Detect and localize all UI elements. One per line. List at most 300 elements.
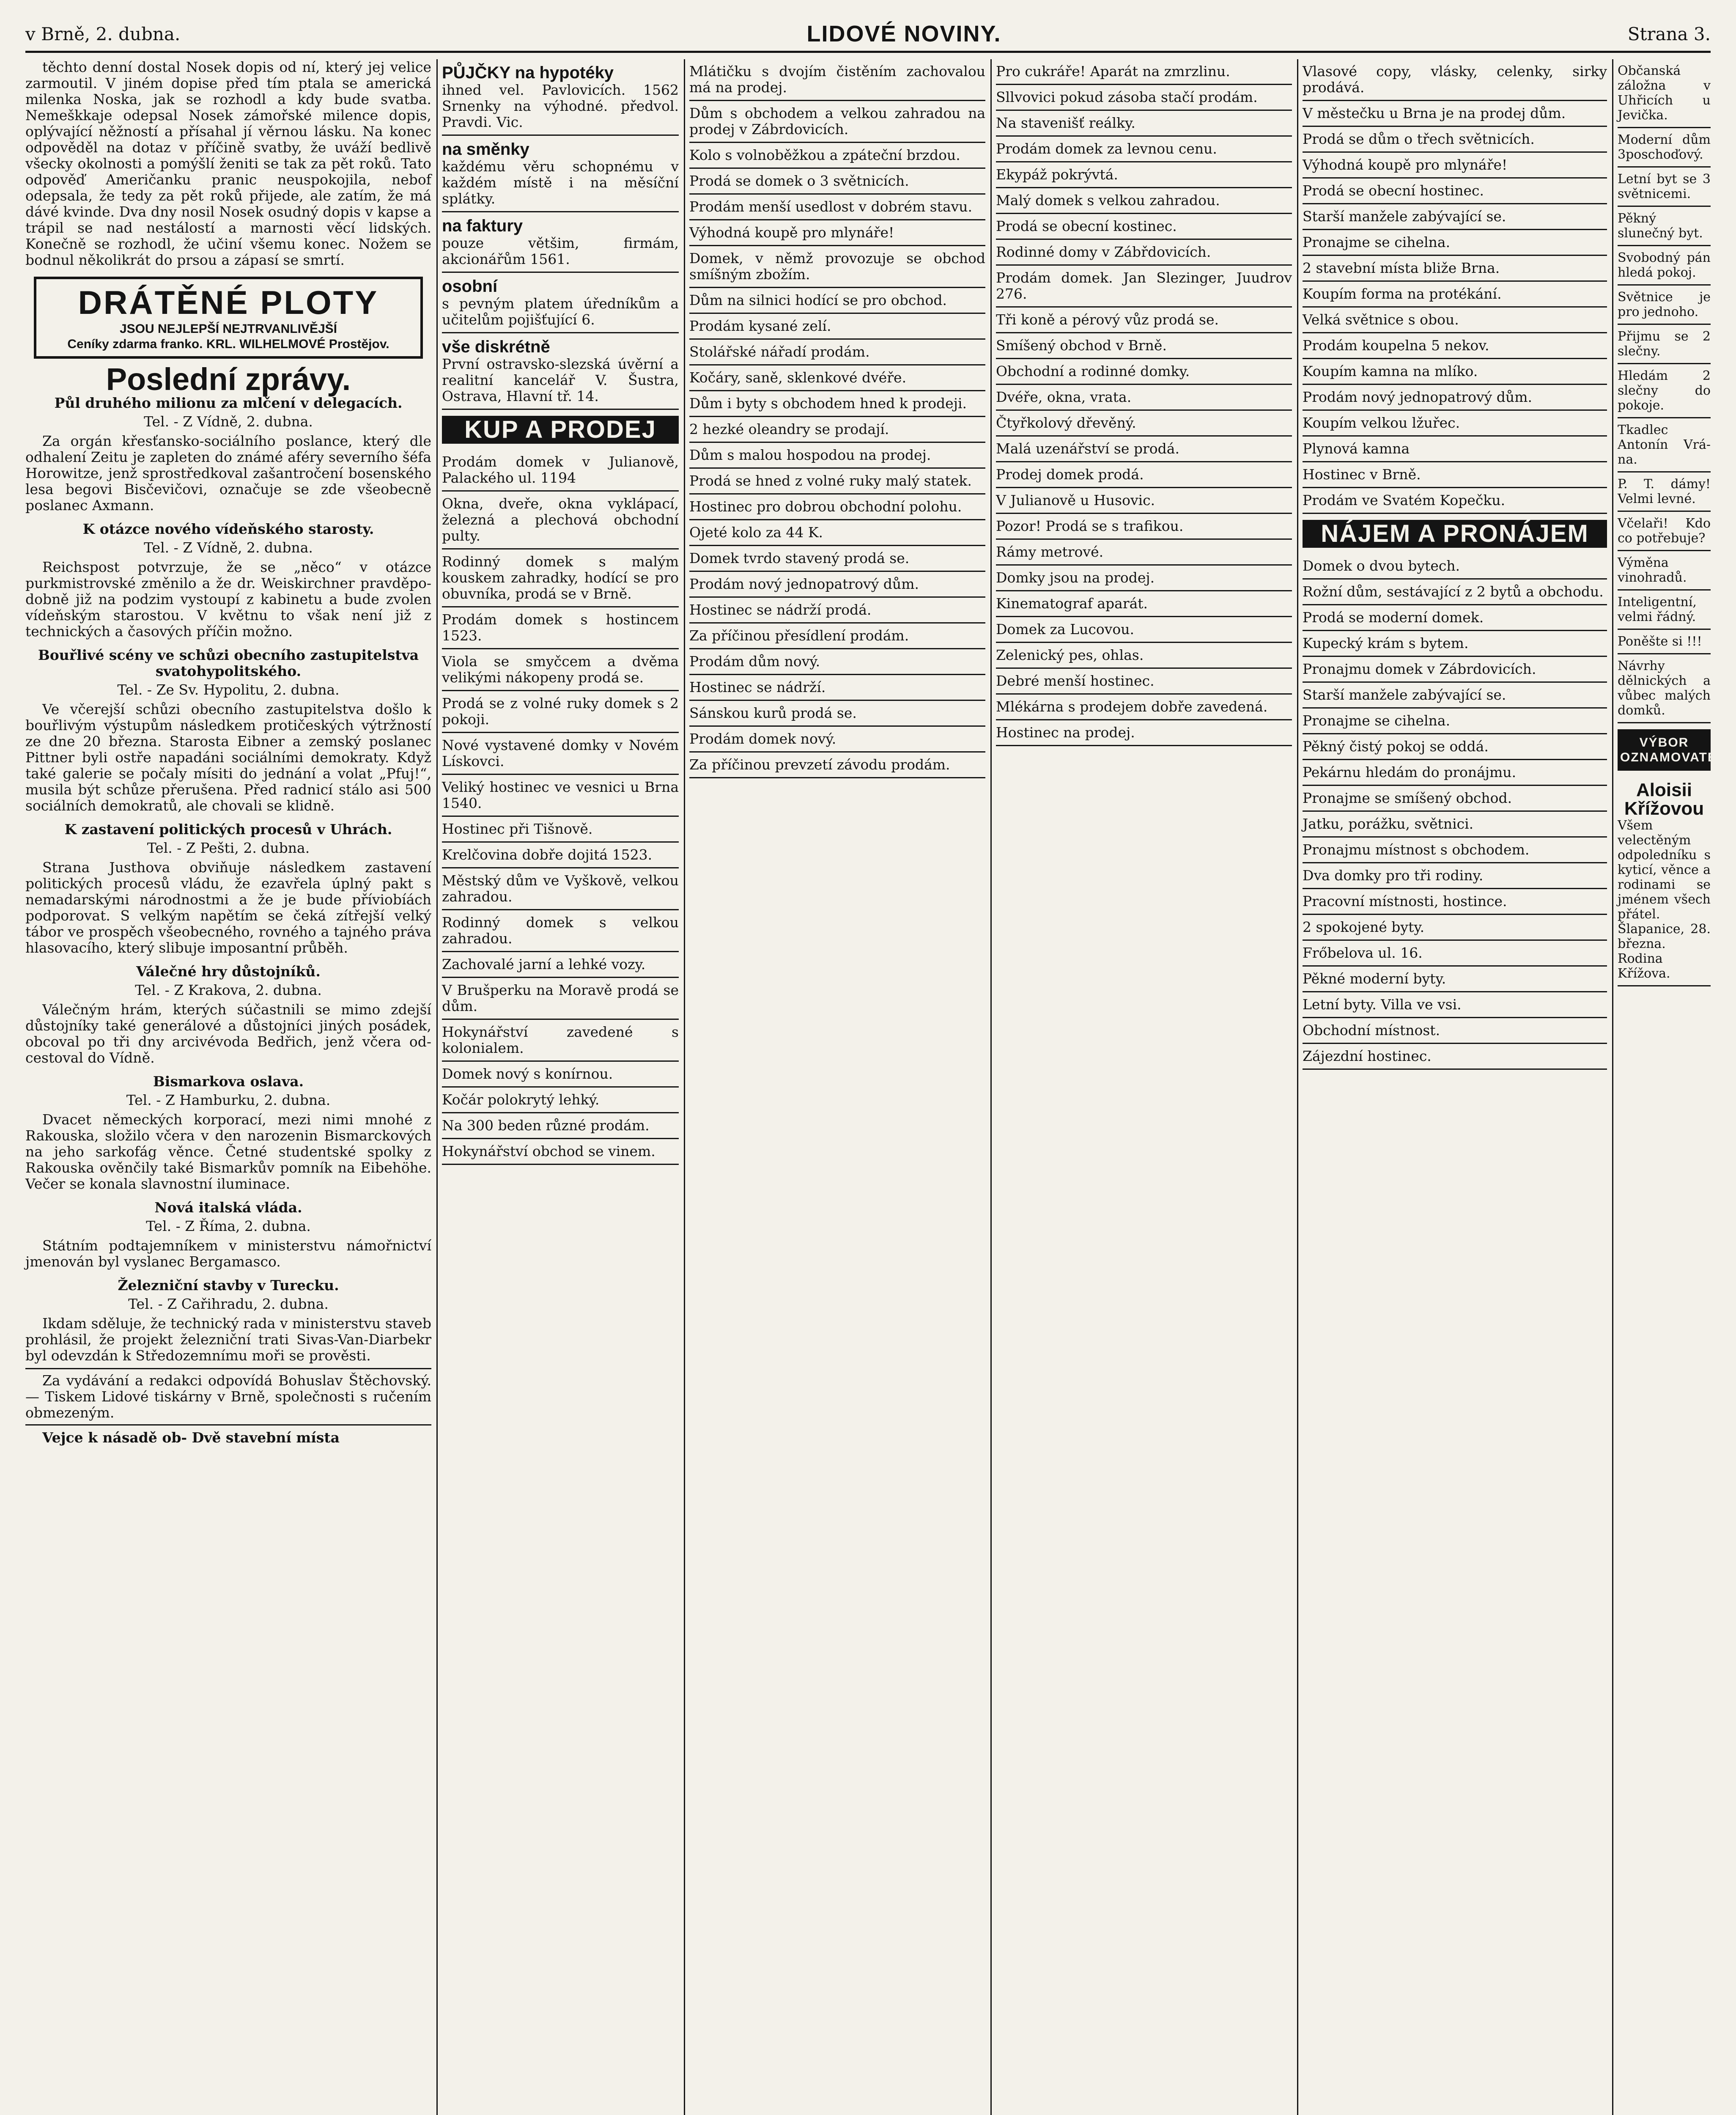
fence-ad-title: DRÁTĚNÉ PLOTY xyxy=(78,284,379,321)
classified-ad-text: Kolo s volnoběžkou a zpáteční brzdou. xyxy=(689,147,960,163)
classified-ad xyxy=(996,591,1292,617)
classified-list xyxy=(996,59,1292,746)
classified-ad xyxy=(1303,889,1607,915)
story-title: Válečné hry důstojníků. xyxy=(136,963,321,980)
classified-ad-text: Prodám nový jednopatrový dům. xyxy=(1303,389,1532,405)
classified-ad xyxy=(996,437,1292,462)
classified-ad-text: Rodinný domek s malým kouskem zahradky, hodící se pro obuvníka, prodá se v Brně. xyxy=(442,553,679,602)
classified-ad xyxy=(1303,941,1607,967)
classified-ad xyxy=(1303,580,1607,605)
classified-ad xyxy=(996,488,1292,514)
classified-ad-text: Velká světnice s obou. xyxy=(1303,311,1459,328)
story-dateline: Tel. - Z Cařihradu, 2. dubna. xyxy=(128,1296,329,1312)
masthead xyxy=(25,17,1711,53)
classified-ad-text: Návrhy dělnických a vůbec malých domků. xyxy=(1618,659,1711,718)
classified-ad-text: Prodám nový jednopatrový dům. xyxy=(689,576,919,592)
classified-ad xyxy=(689,101,985,143)
classified-ad xyxy=(1303,101,1607,127)
classified-ad xyxy=(442,1020,679,1062)
classified-ad-text: Zájezdní hostinec. xyxy=(1303,1048,1432,1064)
section-heading: Poslední zprávy. xyxy=(106,362,351,397)
classified-ad-text: Letní byty. Villa ve vsi. xyxy=(1303,996,1462,1013)
page-number: Strana 3. xyxy=(1627,23,1711,44)
classified-ad xyxy=(1303,256,1607,282)
classified-ad xyxy=(689,675,985,701)
classified-ad xyxy=(442,1088,679,1113)
classified-ad-text: Prodám domek s hostincem 1523. xyxy=(442,611,679,644)
classified-ad xyxy=(689,494,985,520)
classified-ad xyxy=(996,188,1292,214)
classified-ad-text: Pronajme se smíšený obchod. xyxy=(1303,790,1512,806)
classified-ad-text: Zachovalé jarní a lehké vozy. xyxy=(442,956,646,972)
classifieds-column-3 xyxy=(689,59,985,2115)
classified-ad-text: Nové vystavené domky v Novém Lískovci. xyxy=(442,737,679,769)
story-text: Ve včerejší schůzi obecního zastupitelstva došlo k bouřlivým výstupům následkem protičeských výtržností ze dne 20 března. Starosta Eibner a zemský poslanec Pittner byli ostře napadáni sociálními demokraty. Když také galerie se počaly mísiti do jednání a volat „Pfuj!“, musila být schůze přerušena. Před radnicí stálo asi 500 sociálních demokratů, ale chovali se klidně. xyxy=(25,701,431,814)
classified-ad-text: Prodám ve Svatém Kopečku. xyxy=(1303,492,1506,508)
story-dateline: Tel. - Ze Sv. Hypolitu, 2. dubna. xyxy=(117,681,340,698)
classified-ad-text: Přijmu se 2 slečny. xyxy=(1618,329,1711,359)
classified-ad xyxy=(996,266,1292,308)
classified-ad-text: Koupím kamna na mlíko. xyxy=(1303,363,1478,379)
fence-ad-line1: JSOU NEJLEPŠÍ NEJTRVANLIVĚJŠÍ xyxy=(119,322,337,336)
classified-ad-title: na směnky xyxy=(442,140,529,159)
story-dateline: Tel. - Z Vídně, 2. dubna. xyxy=(144,413,313,430)
classified-ad xyxy=(442,868,679,910)
classified-ad xyxy=(1618,512,1711,551)
classified-ad xyxy=(1303,204,1607,230)
classified-ad-text: Prodá se obecní kostinec. xyxy=(996,218,1177,234)
classified-ad-text: Výhodná koupě pro mlynáře! xyxy=(1303,157,1508,173)
classified-ad-text: Krelčovina dobře dojitá 1523. xyxy=(442,846,653,863)
classified-ad xyxy=(442,59,679,136)
classified-ad xyxy=(689,546,985,572)
classified-ad-text: Jatku, porážku, světnici. xyxy=(1303,816,1474,832)
classified-ad-text: Hokynářství zavedené s kolonialem. xyxy=(442,1024,679,1056)
classified-ad xyxy=(1303,709,1607,734)
classified-ad xyxy=(442,817,679,843)
classified-ad xyxy=(1303,605,1607,631)
classified-ad-text: Koupím velkou lžuřec. xyxy=(1303,415,1460,431)
fence-ad-line2: Ceníky zdarma franko. KRL. WILHELMOVÉ Prostějov. xyxy=(67,337,389,351)
column-rule xyxy=(436,59,438,2115)
classified-ad-text: Inteligentní, velmi řádný. xyxy=(1618,595,1697,624)
masthead-title: LIDOVÉ NOVINY. xyxy=(806,21,1001,47)
story-text: Ikdam sděluje, že technický rada v ministerstvu staveb prohlásil, že projekt železniční trati Sivas-Van-Diarbekr byl odevzdán k Středozemnímu moři se prověsti. xyxy=(25,1315,431,1364)
classified-ad xyxy=(1303,554,1607,580)
classified-ad-text: Obchodní a rodinné domky. xyxy=(996,363,1190,379)
classified-ad-text: Poněšte si !!! xyxy=(1618,634,1702,649)
classified-ad-text: ihned vel. Pavlovicích. 1562 Srnenky na výhodné. předvol. Pravdi. Vic. xyxy=(442,82,679,130)
classified-ad-text: Malá uzenářství se prodá. xyxy=(996,440,1179,457)
classified-ad-text: Hledám 2 slečny do pokoje. xyxy=(1618,368,1711,413)
classified-ad-text: Viola se smyčcem a dvěma velikými nákopeny prodá se. xyxy=(442,653,679,686)
death-notice-name: Aloisii Křížovou xyxy=(1624,780,1704,819)
classified-ad-text: Okna, dveře, okna vyklápací, železná a plechová obchodní pulty. xyxy=(442,495,679,544)
classified-ad-text: Pronajme se cihelna. xyxy=(1303,712,1451,729)
classified-ad xyxy=(1303,333,1607,359)
classified-ad-text: Moderní dům 3poschoďový. xyxy=(1618,132,1711,162)
classified-ad-title: PŮJČKY na hypotéky xyxy=(442,63,614,82)
classified-ad xyxy=(1303,992,1607,1018)
classified-ad-text: Smíšený obchod v Brně. xyxy=(996,337,1167,354)
classified-ad xyxy=(996,566,1292,591)
classified-ad xyxy=(1303,657,1607,683)
classified-list xyxy=(1303,59,1607,514)
classified-ad-text: Mlátičku s dvojím čistěním zachovalou má na prodej. xyxy=(689,63,985,96)
classified-ad-text: Domek, v němž provozuje se obchod smíšným zbožím. xyxy=(689,250,985,283)
classified-ad-text: Dům na silnici hodící se pro obchod. xyxy=(689,292,947,308)
classified-ad-text: Hokynářství obchod se vinem. xyxy=(442,1143,655,1159)
classified-ad-text: Frőbelova ul. 16. xyxy=(1303,945,1423,961)
death-notice xyxy=(1618,777,1711,986)
classified-ad-text: Veliký hostinec ve vesnici u Brna 1540. xyxy=(442,779,679,811)
classified-ad-text: Kočáry, saně, sklenkové dvéře. xyxy=(689,369,907,386)
classified-ad xyxy=(689,701,985,727)
classified-ad-text: Prodám domek nový. xyxy=(689,731,836,747)
classifieds-column-4 xyxy=(996,59,1292,2115)
classified-ad-text: Prodám dům nový. xyxy=(689,653,820,670)
story-text: Strana Justhova obviňuje následkem zastavení politických procesů vládu, že ezavřela úplný pakt s nemadarskými národnostmi a že je bude příviobíách podporovat. S velkým napětím se čeká zítřejší velký tábor ve prospěch všeobecného, rovného a tajného práva hlasovacího, který slibuje imposantní průběh. xyxy=(25,859,431,956)
imprint: Za vydávání a redakci odpovídá Bohuslav Štěchovský. — Tiskem Lidové tiskárny v Brně, společnosti s ručením obmezeným. xyxy=(25,1368,431,1426)
classified-ad xyxy=(442,273,679,333)
classified-ad-text: Prodá se moderní domek. xyxy=(1303,609,1484,626)
classified-ad xyxy=(442,649,679,691)
classified-ad-text: Sánskou kurů prodá se. xyxy=(689,705,857,721)
classified-ad-text: Debré menší hostinec. xyxy=(996,673,1155,689)
classified-ad xyxy=(1303,230,1607,256)
classified-ad xyxy=(996,411,1292,437)
classified-ad xyxy=(442,333,679,410)
classified-ad xyxy=(689,288,985,314)
classified-ad-text: Hostinec se nádrží. xyxy=(689,679,826,695)
classified-ad xyxy=(996,333,1292,359)
classified-ad-text: Výhodná koupě pro mlynáře! xyxy=(689,224,894,241)
section-box-notices: VÝBOR OZNAMOVATEL xyxy=(1618,729,1711,771)
classified-ad-text: Pracovní místnosti, hostince. xyxy=(1303,893,1507,909)
classified-ad-text: Rožní dům, sestávající z 2 bytů a obchodu. xyxy=(1303,583,1604,600)
classified-ad xyxy=(996,462,1292,488)
classified-ad-text: Čtyřkolový dřevěný. xyxy=(996,415,1136,431)
classified-ad-text: Pekárnu hledám do pronájmu. xyxy=(1303,764,1517,780)
classified-ad xyxy=(1303,760,1607,786)
classified-ad xyxy=(689,753,985,778)
story-text: Válečným hrám, kterých súčastnili se mimo zdejší důstojníky také generálové a důstojníci jiných posádek, obcoval po tři dny arcivévoda Bedřich, jenž včera odcestoval do Vídně. xyxy=(25,1001,431,1066)
classified-ad xyxy=(442,1139,679,1165)
classified-ad xyxy=(442,733,679,775)
classified-ad-title: na faktury xyxy=(442,217,523,235)
classified-ad xyxy=(689,365,985,391)
classified-ad xyxy=(996,540,1292,566)
classified-ad-text: Pěkné moderní byty. xyxy=(1303,970,1446,987)
classified-ad xyxy=(689,624,985,649)
story-title: Železniční stavby v Turecku. xyxy=(118,1277,339,1294)
section-box-buy-sell: KUP A PRODEJ xyxy=(442,416,679,444)
classified-ad-text: Pěkný čistý pokoj se oddá. xyxy=(1303,738,1489,755)
classified-ad xyxy=(1618,246,1711,286)
classified-ad xyxy=(1618,325,1711,364)
classified-ad xyxy=(1303,734,1607,760)
classified-ad-text: Pronajmu domek v Zábrdovicích. xyxy=(1303,661,1536,677)
classified-ad xyxy=(1618,168,1711,207)
classified-ad xyxy=(689,143,985,169)
classified-ad xyxy=(689,195,985,220)
section-box-rent: NÁJEM A PRONÁJEM xyxy=(1303,520,1607,548)
classified-ad xyxy=(996,669,1292,695)
classified-ad-text: Hostinec na prodej. xyxy=(996,724,1135,741)
classified-list xyxy=(689,59,985,778)
classified-ad xyxy=(442,952,679,978)
story-dateline: Tel. - Z Krakova, 2. dubna. xyxy=(135,982,322,998)
classified-ad-text: Pro cukráře! Aparát na zmrzlinu. xyxy=(996,63,1230,80)
classified-ad xyxy=(1303,359,1607,385)
classified-ad xyxy=(442,549,679,607)
classifieds-column-6 xyxy=(1618,59,1726,2115)
classified-ad-text: Na stavenišť reálky. xyxy=(996,115,1135,131)
classified-ad-text: Ekypáž pokrývtá. xyxy=(996,166,1118,183)
news-column xyxy=(25,59,431,2115)
classified-ad-text: Občanská záložna v Uhřicích u Jevička. xyxy=(1618,63,1711,123)
classified-ad-text: Prodá se dům o třech světnicích. xyxy=(1303,131,1535,147)
classified-ad-text: Svobodný pán hledá pokoj. xyxy=(1618,250,1711,280)
story-dateline: Tel. - Z Vídně, 2. dubna. xyxy=(144,539,313,556)
classified-ad xyxy=(689,443,985,469)
classified-list xyxy=(1303,554,1607,1070)
classified-ad xyxy=(689,220,985,246)
classified-ad-text: Hostinec při Tišnově. xyxy=(442,821,593,837)
column-rule xyxy=(990,59,992,2115)
classified-ad xyxy=(689,340,985,365)
classified-ad-text: Dům s malou hospodou na prodej. xyxy=(689,447,931,463)
classified-ad xyxy=(689,59,985,101)
classified-ad-text: Kinematograf aparát. xyxy=(996,595,1148,612)
classified-ad xyxy=(1303,308,1607,333)
classified-ad xyxy=(1303,915,1607,941)
classified-ad-text: Domek nový s konírnou. xyxy=(442,1066,613,1082)
classified-ad xyxy=(1303,179,1607,204)
article-intro: těchto denní dostal Nosek dopis od ní, který jej velice zarmoutil. V jiném dopise před tím ptala se americká milenka Noska, jak se rozhodl a kdy bude svatba. Nemeškkaje odepsal Nosek zámořské milence dopis, oplývající něžností a přísahal jí věrnou lásku. Na konec odpověděl na dotaz v příčině svatby, že uváží bedlivě všecky okolnosti a pomýšlí ženiti se tak za pět roků. Tato odpověď Američanku pranic neuspokojila, nebof odepsala, že tedy za pět roků přijede, ale zatím, že má dávé kvinde. Dva dny nosil Nosek osudný dopis v kapse a trápil se nad nestálostí a marnosti věcí lidských. Konečně se rozhodl, že učiní všemu konec. Nožem se bodnul několikrát do prsou a zápasí se smrtí. xyxy=(25,59,431,268)
classified-ad xyxy=(442,1062,679,1088)
classified-ad xyxy=(1303,786,1607,812)
classified-ad xyxy=(996,162,1292,188)
classified-ad xyxy=(442,212,679,273)
classified-ad xyxy=(442,492,679,549)
classified-ad-text: Malý domek s velkou zahradou. xyxy=(996,192,1220,209)
classified-ad-text: 2 stavební místa bliže Brna. xyxy=(1303,260,1500,276)
classified-ad xyxy=(1618,364,1711,418)
classified-ad-text: Prodá se domek o 3 světnicích. xyxy=(689,173,909,189)
classified-ad-text: Prodá se z volné ruky domek s 2 pokoji. xyxy=(442,695,679,728)
classified-ad-text: Prodá se obecní hostinec. xyxy=(1303,182,1484,199)
classified-ad xyxy=(996,617,1292,643)
classified-ad xyxy=(996,643,1292,669)
classified-ad xyxy=(1618,418,1711,472)
classified-ad-text: Domky jsou na prodej. xyxy=(996,569,1155,586)
classified-ad-title: vše diskrétně xyxy=(442,338,550,356)
classified-ad xyxy=(1303,1018,1607,1044)
story-text: Reichspost potvrzuje, že se „něco“ v otázce purkmistrovské změnilo a že dr. Weiskirchner pravděpodobně již na podzim vystoupí z kabinetu a bude zvolen vídeňským starostou. V květnu to však není již z technických a časových příčin možno. xyxy=(25,559,431,640)
classified-ad xyxy=(1303,127,1607,153)
story-dateline: Tel. - Z Pešti, 2. dubna. xyxy=(147,840,310,856)
story-text: Dvacet německých korporací, mezi nimi mnohé z Rakouska, složilo včera v den narozenin Bismarckových na jeho sarkofág věnce. Četné studentské spolky z Rakouska ověnčily také Bismarkův pomník na Eibehöhe. Večer se konala slavnostní iluminace. xyxy=(25,1111,431,1192)
classified-ad xyxy=(1303,59,1607,101)
classified-ad xyxy=(996,111,1292,137)
classified-ad xyxy=(996,385,1292,411)
classified-ad xyxy=(689,598,985,624)
classified-ad-text: V Julianově u Husovic. xyxy=(996,492,1155,508)
classified-ad-text: V Brušperku na Moravě prodá se dům. xyxy=(442,982,679,1014)
classified-ad-text: Plynová kamna xyxy=(1303,440,1410,457)
classified-ad xyxy=(996,308,1292,333)
classified-ad-text: Zelenický pes, ohlas. xyxy=(996,647,1144,663)
classified-ad-text: pouze většim, firmám, akcionářům 1561. xyxy=(442,235,679,267)
classified-ad-text: Prodám domek v Julianově, Palackého ul. 1194 xyxy=(442,453,679,486)
classified-ad-text: Tkadlec Antonín Vrána. xyxy=(1618,423,1711,467)
classified-ad xyxy=(442,691,679,733)
classified-ad xyxy=(689,246,985,288)
story-title: K otázce nového vídeňského starosty. xyxy=(82,521,374,537)
story-text: Státním podtajemníkem v ministerstvu námořnictví jmenován byl vyslanec Bergamasco. xyxy=(25,1237,431,1270)
fence-ad-banner xyxy=(34,277,423,359)
classified-ad-text: Koupím forma na protékání. xyxy=(1303,286,1502,302)
classified-ad xyxy=(1303,683,1607,709)
classified-ad xyxy=(1303,411,1607,437)
classified-ad xyxy=(1303,282,1607,308)
classified-ad xyxy=(1618,654,1711,723)
classified-ad-text: P. T. dámy! Velmi levné. xyxy=(1618,477,1711,506)
classified-ad xyxy=(1618,630,1711,654)
classified-ad xyxy=(1303,488,1607,514)
classified-ad xyxy=(1618,207,1711,246)
classified-ad xyxy=(442,910,679,952)
classified-ad xyxy=(1303,385,1607,411)
classified-ad-text: Dvéře, okna, vrata. xyxy=(996,389,1132,405)
classified-ad-text: V městečku u Brna je na prodej dům. xyxy=(1303,105,1566,121)
classified-ad-text: 2 spokojené byty. xyxy=(1303,919,1425,935)
classified-ad-text: Obchodní místnost. xyxy=(1303,1022,1440,1038)
classified-ad-text: Hostinec se nádrží prodá. xyxy=(689,602,872,618)
classified-ad xyxy=(689,169,985,195)
classified-ad-text: Výměna vinohradů. xyxy=(1618,555,1687,585)
classified-ad-text: každému věru schopnému v každém místě i na měsíční splátky. xyxy=(442,158,679,207)
classified-ad xyxy=(689,314,985,340)
classified-ad-text: Kočár polokrytý lehký. xyxy=(442,1091,600,1108)
column-rule xyxy=(1297,59,1298,2115)
classified-ad-text: Rámy metrové. xyxy=(996,544,1104,560)
classified-ad xyxy=(1618,59,1711,128)
classified-ad-text: Tři koně a pérový vůz prodá se. xyxy=(996,311,1219,328)
classified-ad-text: Starší manžele zabývající se. xyxy=(1303,687,1506,703)
story-title: Bismarkova oslava. xyxy=(153,1073,304,1090)
classified-ad xyxy=(996,214,1292,240)
story-title: K zastavení politických procesů v Uhrách. xyxy=(64,821,392,838)
classified-ad xyxy=(1618,128,1711,168)
classified-ad xyxy=(1303,1044,1607,1070)
classified-ad xyxy=(442,843,679,868)
classified-ad-text: Dva domky pro tři rodiny. xyxy=(1303,867,1484,884)
classified-ad-text: Domek o dvou bytech. xyxy=(1303,558,1460,574)
classified-ad-text: Prodám menší usedlost v dobrém stavu. xyxy=(689,198,973,215)
classified-ad xyxy=(996,720,1292,746)
classified-ad-text: Domek tvrdo stavený prodá se. xyxy=(689,550,910,566)
classified-ad-text: Kupecký krám s bytem. xyxy=(1303,635,1469,651)
classified-ad-text: První ostravsko-slezská úvěrní a realitní kancelář V. Šustra, Ostrava, Hlavní tř. 14. xyxy=(442,356,679,404)
classified-ad-text: Prodám domek za levnou cenu. xyxy=(996,140,1217,157)
classified-ad-text: Světnice je pro jednoho. xyxy=(1618,290,1711,319)
classified-ad xyxy=(1303,838,1607,863)
classified-ad xyxy=(689,520,985,546)
classified-ad xyxy=(1303,631,1607,657)
classified-ad-text: Hostinec pro dobrou obchodní polohu. xyxy=(689,498,962,515)
classified-ad-text: Vlasové copy, vlásky, celenky, sirky prodává. xyxy=(1303,63,1607,96)
classified-ad-text: Pronajme se cihelna. xyxy=(1303,234,1451,250)
classified-ad xyxy=(689,469,985,494)
classified-ad-text: Prodám kysané zelí. xyxy=(689,318,831,334)
classified-ad xyxy=(442,450,679,492)
classifieds-column-5 xyxy=(1303,59,1607,2115)
masthead-date: v Brně, 2. dubna. xyxy=(25,23,181,44)
classified-ad xyxy=(996,240,1292,266)
classified-ad xyxy=(689,417,985,443)
newspaper-page xyxy=(25,17,1726,2115)
classified-ad-text: Dům i byty s obchodem hned k prodeji. xyxy=(689,395,967,412)
classified-ad xyxy=(689,649,985,675)
classified-ad xyxy=(1303,967,1607,992)
classified-ad xyxy=(689,727,985,753)
classified-ad-text: Včelaři! Kdo co potřebuje? xyxy=(1618,516,1711,546)
classified-ad-text: Sllvovici pokud zásoba stačí prodám. xyxy=(996,89,1258,105)
classified-ad xyxy=(442,775,679,817)
classified-ad-text: Prodám domek. Jan Slezinger, Juudrov 276. xyxy=(996,269,1292,302)
classified-ad xyxy=(996,695,1292,720)
classified-ad xyxy=(442,607,679,649)
classified-ad xyxy=(442,1113,679,1139)
story-title: Půl druhého milionu za mlčení v delegacích. xyxy=(54,395,403,411)
classified-ad-text: Pěkný slunečný byt. xyxy=(1618,211,1703,241)
classified-list xyxy=(442,450,679,1165)
classified-ad-text: Za příčinou přesídlení prodám. xyxy=(689,627,909,644)
classified-ad-text: Městský dům ve Vyškově, velkou zahradou. xyxy=(442,872,679,905)
classified-ad-text: Ojeté kolo za 44 K. xyxy=(689,524,823,541)
classified-ad-text: Dům s obchodem a velkou zahradou na prodej v Zábrdovicích. xyxy=(689,105,985,137)
story-title: Nová italská vláda. xyxy=(154,1199,302,1216)
classified-ad xyxy=(442,136,679,212)
classified-ad-text: Za příčinou prevzetí závodu prodám. xyxy=(689,756,950,773)
classified-ad-text: Rodinný domek s velkou zahradou. xyxy=(442,914,679,947)
bottom-ad: Vejce k násadě ob- Dvě stavební místa xyxy=(42,1429,340,1446)
classified-ad xyxy=(996,59,1292,85)
classified-ad-title: osobní xyxy=(442,277,498,296)
classified-ad-text: Rodinné domy v Zábřdovicích. xyxy=(996,244,1211,260)
loan-ads xyxy=(442,59,679,410)
classified-ad xyxy=(1303,437,1607,462)
classified-list xyxy=(1618,59,1711,723)
classified-ad-text: Prodám koupelna 5 nekov. xyxy=(1303,337,1489,354)
story-title: Bouřlivé scény ve schůzi obecního zastupitelstva svatohypolitského. xyxy=(38,647,419,679)
classified-ad-text: s pevným platem úředníkům a učitelům pojišťující 6. xyxy=(442,295,679,328)
classified-ad-text: Stolářské nářadí prodám. xyxy=(689,343,870,360)
classified-ad-text: Hostinec v Brně. xyxy=(1303,466,1421,483)
classified-ad-text: Pozor! Prodá se s trafikou. xyxy=(996,518,1184,534)
classified-ad-text: Prodej domek prodá. xyxy=(996,466,1144,483)
column-rule xyxy=(684,59,685,2115)
classified-ad xyxy=(1618,591,1711,630)
classified-ad xyxy=(1303,462,1607,488)
story-dateline: Tel. - Z Říma, 2. dubna. xyxy=(146,1218,311,1234)
story-dateline: Tel. - Z Hamburku, 2. dubna. xyxy=(126,1092,331,1108)
classified-ad xyxy=(1618,286,1711,325)
classified-ad-text: Pronajmu místnost s obchodem. xyxy=(1303,841,1530,858)
story-text: Za orgán křesťansko-sociálního poslance, který dle odhalení Zeitu je zapleten do známé aféry severního šéfa Horowitze, jenž sprostředkoval zašantročení bosenského lesa begovi Bisčevičovi, označuje se zde všeobecně poslanec Axmann. xyxy=(25,433,431,514)
